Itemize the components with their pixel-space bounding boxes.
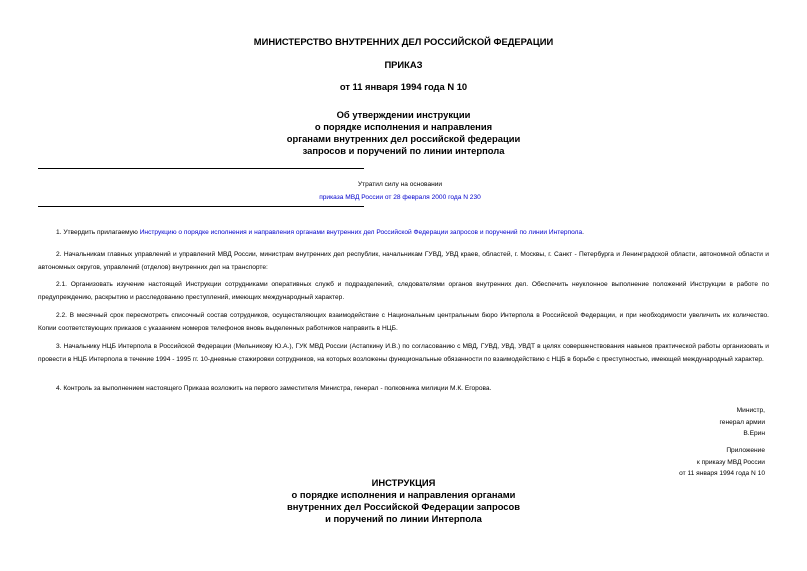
paragraph-3-text: 3. Начальнику НЦБ Интерпола в Российской Федерации (Мельникову Ю.А.), ГУК МВД России (Астапкину И.В.) по согласованию с МВД, ГУВД, УВД, УВДТ в целях совершенствования навыков практической работы организовать и провести в НЦБ Интерпола в течение 1994 - 1995 гг. 10-дневные стажировки сотрудников, на которых возложены функциональные обязанности по взаимодействию с НЦБ в борьбе с преступностью, имеющей международный характер. <box>38 343 769 363</box>
repeal-label: Утратил силу на основании <box>357 181 443 188</box>
paragraph-2-1-text: 2.1. Организовать изучение настоящей Инструкции сотрудниками оперативных служб и подразделений, следователями органов внутренних дел. Обеспечить неуклонное выполнение положений Инструкции в работе по предупреждению, раскрытию и расследованию преступлений, имеющих международный характер. <box>38 281 769 301</box>
signature-line: В.Ерин <box>743 430 765 438</box>
instruction-link[interactable]: Инструкцию о порядке исполнения и направления органами внутренних дел Российской Федерации запросов и поручений по линии Интерпола <box>139 229 583 236</box>
paragraph-1 <box>38 227 769 240</box>
order-title-line: органами внутренних дел российской федерации <box>286 133 521 144</box>
appendix-block <box>679 445 765 480</box>
paragraph-1-end: . <box>582 229 585 236</box>
repeal-link[interactable]: приказа МВД России от 28 февраля 2000 года N 230 <box>319 194 481 201</box>
ministry-heading: МИНИСТЕРСТВО ВНУТРЕННИХ ДЕЛ РОССИЙСКОЙ ФЕДЕРАЦИИ <box>253 36 554 47</box>
document-type: ПРИКАЗ <box>384 59 423 70</box>
appendix-line: к приказу МВД России <box>696 458 765 466</box>
paragraph-3 <box>38 341 769 366</box>
instruction-title <box>0 477 807 525</box>
paragraph-2-2-text: 2.2. В месячный срок пересмотреть списочный состав сотрудников, осуществляющих взаимодействие с Национальным центральным бюро Интерпола в Российской Федерации, и при необходимости увеличить их количество. Копии соответствующих приказов с указанием номеров телефонов вновь выделенных работников направить в НЦБ. <box>38 312 769 332</box>
divider-top <box>38 168 364 169</box>
signature-line: генерал армии <box>719 418 765 426</box>
appendix-line: Приложение <box>726 447 765 454</box>
order-title-line: Об утверждении инструкции <box>336 109 471 120</box>
paragraph-4-text: 4. Контроль за выполнением настоящего Приказа возложить на первого заместителя Министра, генерал - полковника милиции М.К. Егорова. <box>56 385 492 392</box>
instruction-subtitle-line: о порядке исполнения и направления органами <box>291 489 516 500</box>
repeal-notice <box>190 178 610 204</box>
instruction-heading: ИНСТРУКЦИЯ <box>371 477 436 488</box>
instruction-subtitle-line: и поручений по линии Интерпола <box>325 513 482 524</box>
paragraph-2-text: 2. Начальникам главных управлений и управлений МВД России, министрам внутренних дел республик, начальникам ГУВД, УВД краев, областей, г. Москвы, г. Санкт - Петербурга и Ленинградской области, автономной области и автономных округов, управлений (отделов) внутренних дел на транспорте: <box>38 251 769 271</box>
instruction-subtitle-line: внутренних дел Российской Федерации запросов <box>286 501 521 512</box>
paragraph-2-1 <box>38 279 769 304</box>
order-title-line: о порядке исполнения и направления <box>314 121 493 132</box>
order-date-number: от 11 января 1994 года N 10 <box>339 81 468 92</box>
appendix-line: от 11 января 1994 года N 10 <box>679 470 765 478</box>
paragraph-2 <box>38 249 769 274</box>
paragraph-1-text: 1. Утвердить прилагаемую <box>56 229 140 236</box>
order-title <box>0 109 807 157</box>
divider-bottom <box>38 206 364 207</box>
paragraph-4 <box>38 383 769 396</box>
signature-block <box>720 405 765 440</box>
signature-line: Министр, <box>736 407 765 414</box>
paragraph-2-2 <box>38 310 769 335</box>
order-title-line: запросов и поручений по линии интерпола <box>302 145 505 156</box>
